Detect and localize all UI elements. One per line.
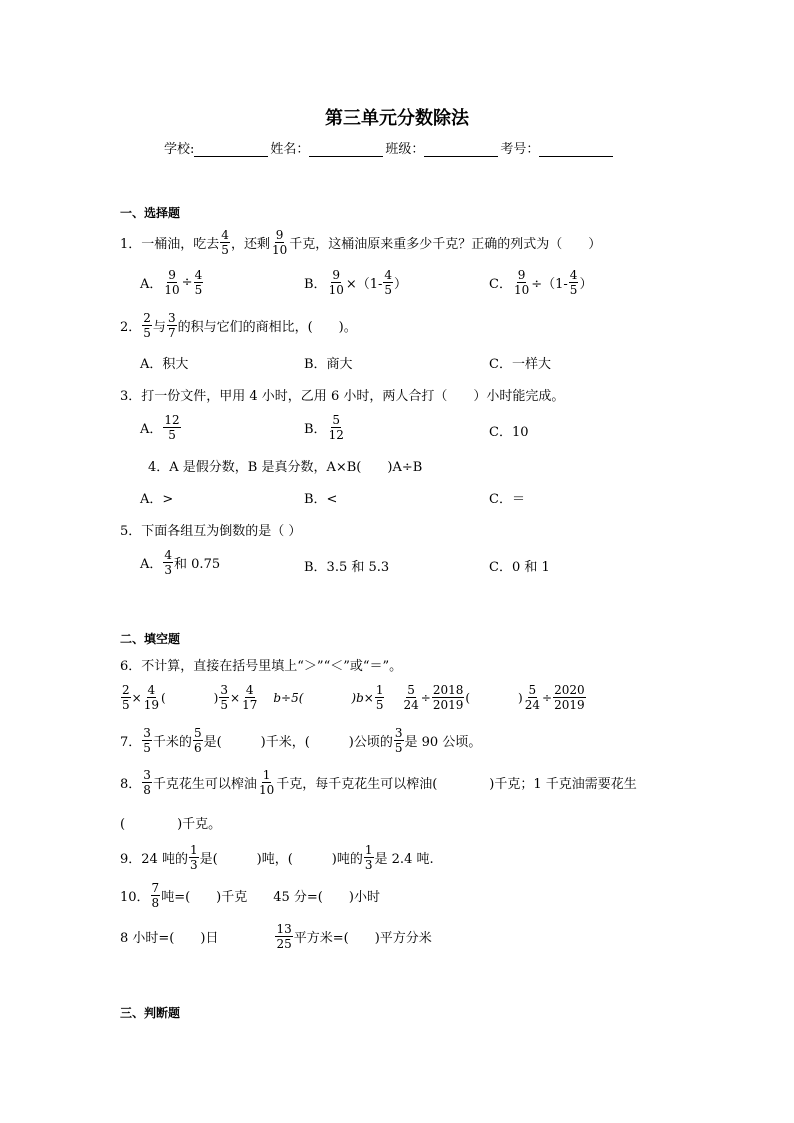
question-10-line2: 8 小时=( )日 $\frac{13}{25}$ 平方米=( )平方分米 <box>120 922 432 951</box>
answer-blank[interactable]: 吨=( )千克 <box>161 890 248 905</box>
q5-option-c[interactable]: C．0 和 1 <box>489 560 550 575</box>
q5-option-a[interactable]: A． $\frac{4}{3}$ 和 0.75 <box>140 548 221 577</box>
class-label: 班级： <box>385 142 425 157</box>
q8-line2[interactable]: ( )千克。 <box>120 817 222 832</box>
q1-text: 千克，这桶油原来重多少千克？正确的列式为（ ） <box>289 237 602 252</box>
answer-blank[interactable]: ( ) <box>160 691 219 705</box>
answer-blank[interactable]: 8 小时=( )日 <box>120 931 219 946</box>
q2-option-b[interactable]: B．商大 <box>304 357 353 372</box>
answer-blank[interactable]: 45 分=( )小时 <box>273 890 380 905</box>
question-3: 3．打一份文件，甲用 4 小时，乙用 6 小时，两人合打（ ）小时能完成。 <box>120 389 565 404</box>
q3-option-a[interactable]: A． $\frac{12}{5}$ <box>140 413 180 442</box>
question-10: 10． $\frac{7}{8}$ 吨=( )千克 45 分=( )小时 <box>120 881 380 910</box>
class-blank[interactable] <box>424 142 498 157</box>
q1-number: 1． <box>120 237 142 252</box>
question-5: 5．下面各组互为倒数的是（ ） <box>120 524 302 539</box>
question-8: 8． $\frac{3}{8}$ 千克花生可以榨油 $\frac{1}{10}$ 千克，每千克花生可以榨油( )千克；1 千克油需要花生 <box>120 768 637 797</box>
q1-text: ，还剩 <box>230 237 270 252</box>
answer-blank[interactable]: 是( )千米，( )公顷的 <box>203 735 393 750</box>
q4-option-c[interactable]: C．＝ <box>489 492 525 507</box>
q3-option-c[interactable]: C．10 <box>489 425 529 440</box>
answer-blank[interactable]: 平方米=( )平方分米 <box>293 931 432 946</box>
fraction: $\frac{9}{10}$ <box>271 228 288 257</box>
school-blank[interactable] <box>194 142 268 157</box>
student-info-row <box>164 138 615 157</box>
exam-no-blank[interactable] <box>539 142 613 157</box>
q3-option-b[interactable]: B． $\frac{5}{12}$ <box>304 413 344 442</box>
q6-expressions: $\frac{2}{5}$ × $\frac{4}{19}$ ( ) $\frac{3}{5}$ × $\frac{4}{17}$ b÷5( )b× $\frac{1}{5}$ $\frac{5}{24}$ ÷ $\frac{2018}{2019}$ ( ) $\frac{5}{24}$ ÷ $\frac{2020}{2019}$ <box>122 683 585 712</box>
q1-text: 一桶油，吃去 <box>141 237 220 252</box>
question-6: 6．不计算，直接在括号里填上“＞”“＜”或“＝”。 <box>120 659 403 674</box>
school-label: 学校: <box>164 142 195 157</box>
page-title: 第三单元分数除法 <box>325 108 469 129</box>
fraction: $\frac{3}{7}$ <box>167 311 176 340</box>
q1-option-a[interactable]: A． $\frac{9}{10}$ ÷ $\frac{4}{5}$ <box>140 268 203 297</box>
fraction: $\frac{2}{5}$ <box>143 311 151 340</box>
fraction: $\frac{4}{5}$ <box>221 228 229 257</box>
q2-option-a[interactable]: A．积大 <box>140 357 189 372</box>
exam-no-label: 考号： <box>500 142 540 157</box>
section-choice-title: 一、选择题 <box>120 206 181 220</box>
section-fill-title: 二、填空题 <box>120 632 181 646</box>
q1-option-c[interactable]: C． $\frac{9}{10}$ ÷（1- $\frac{4}{5}$ ） <box>489 268 593 297</box>
question-7: 7． $\frac{3}{5}$ 千米的 $\frac{5}{6}$ 是( )千米，( )公顷的 $\frac{3}{5}$ 是 90 公顷。 <box>120 726 482 755</box>
q5-option-b[interactable]: B．3.5 和 5.3 <box>304 560 390 575</box>
question-9: 9．24 吨的 $\frac{1}{3}$ 是( )吨，( )吨的 $\frac{1}{3}$ 是 2.4 吨. <box>120 843 434 872</box>
section-judge-title: 三、判断题 <box>120 1006 181 1020</box>
question-4: 4．A 是假分数，B 是真分数，A×B( )A÷B <box>148 460 423 475</box>
answer-blank[interactable]: b÷5( )b× <box>273 691 374 705</box>
answer-blank[interactable]: 千克，每千克花生可以榨油( )千克；1 千克油需要花生 <box>276 777 637 792</box>
answer-blank[interactable]: 是( )吨，( )吨的 <box>199 852 363 867</box>
name-label: 姓名： <box>270 142 310 157</box>
q4-option-b[interactable]: B．< <box>304 492 338 507</box>
q2-option-c[interactable]: C．一样大 <box>489 357 551 372</box>
question-1 <box>120 228 601 257</box>
q1-option-b[interactable]: B． $\frac{9}{10}$ ×（1- $\frac{4}{5}$ ） <box>304 268 408 297</box>
answer-blank[interactable]: ( ) <box>465 691 523 705</box>
question-2: 2． $\frac{2}{5}$ 与 $\frac{3}{7}$ 的积与它们的商相比，( )。 <box>120 311 357 340</box>
q4-option-a[interactable]: A．> <box>140 492 174 507</box>
name-blank[interactable] <box>309 142 383 157</box>
